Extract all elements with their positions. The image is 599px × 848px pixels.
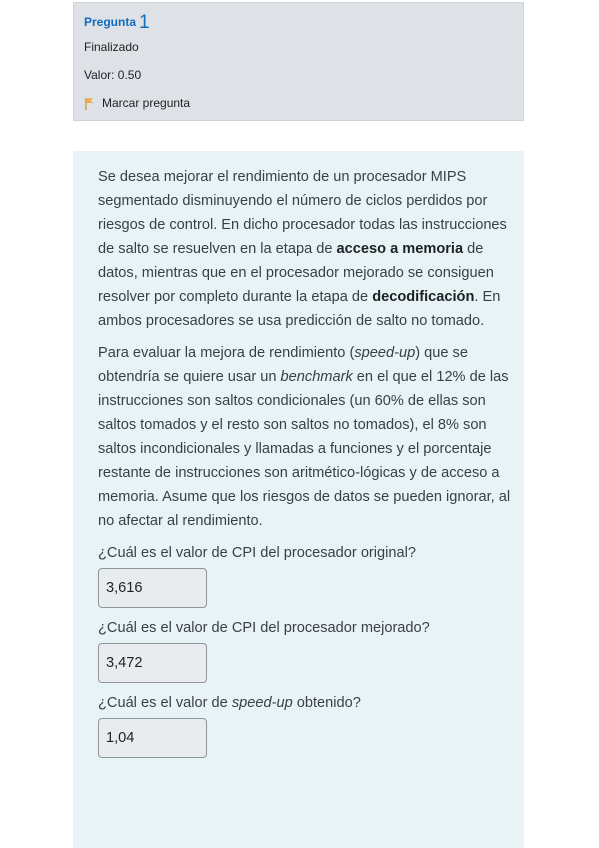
question-content	[73, 151, 524, 848]
question-paragraph-1	[98, 165, 514, 333]
text-segment: ¿Cuál es el valor de	[98, 695, 232, 711]
question-paragraph-2	[98, 341, 514, 533]
flag-icon	[84, 97, 94, 110]
text-segment: Se desea mejorar el rendimiento de un procesador MIPS segmentado disminuyendo el número de ciclos perdidos por riesgos de control. En dicho procesador todas las instrucciones de salto se resuelven en la etapa de	[98, 169, 507, 257]
question-info-panel	[73, 2, 524, 121]
question-text	[98, 165, 514, 533]
flag-question-link[interactable]	[84, 89, 513, 117]
text-segment: obtenido?	[292, 695, 361, 711]
answer-field-3[interactable]: 1,04	[98, 718, 207, 758]
subquestion-1-label: ¿Cuál es el valor de CPI del procesador original?	[98, 545, 416, 561]
emphasis-memory-access: acceso a memoria	[336, 241, 464, 257]
emphasis-benchmark: benchmark	[280, 369, 353, 385]
question-heading	[84, 11, 513, 33]
flag-question-label: Marcar pregunta	[102, 96, 191, 110]
text-segment: ) que se obtendría se quiere usar un	[98, 345, 468, 385]
emphasis-speedup: speed-up	[231, 695, 293, 711]
answer-field-2[interactable]: 3,472	[98, 643, 207, 683]
emphasis-speedup: speed-up	[354, 345, 416, 361]
text-segment: en el que el 12% de las instrucciones son saltos condicionales (un 60% de ellas son saltos tomados y el resto son saltos no tomados), el 8% son saltos incondicionales y llamadas a funciones y el porcentaje restante de instrucciones son aritmético-lógicas y de acceso a memoria. Asume que los riesgos de datos se pueden ignorar, al no afectar al rendimiento.	[98, 369, 511, 529]
question-number: 1	[139, 12, 150, 33]
subquestion-2-label: ¿Cuál es el valor de CPI del procesador mejorado?	[98, 620, 430, 636]
question-label: Pregunta	[84, 15, 137, 29]
question-grade: Valor: 0.50	[84, 68, 142, 82]
text-segment: de datos, mientras que en el procesador mejorado se consiguen resolver por completo durante la etapa de	[98, 241, 494, 305]
subquestion-3-label	[98, 693, 514, 713]
answer-field-1[interactable]: 3,616	[98, 568, 207, 608]
text-segment: Para evaluar la mejora de rendimiento (	[98, 345, 355, 361]
text-segment: . En ambos procesadores se usa predicción de salto no tomado.	[98, 289, 501, 329]
question-state: Finalizado	[84, 40, 139, 54]
emphasis-decode: decodificación	[372, 289, 475, 305]
